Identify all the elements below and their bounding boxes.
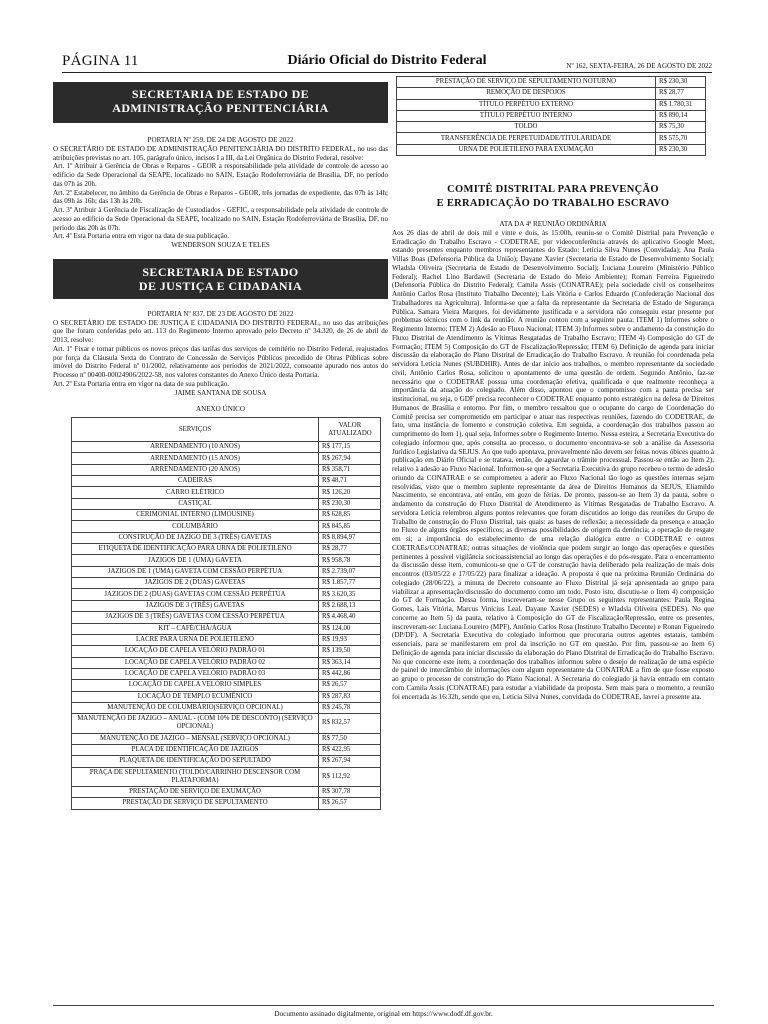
table-row <box>72 623 381 634</box>
service-cell: PRESTAÇÃO DE SERVIÇO DE SEPULTAMENTO NOTURNO <box>397 77 656 88</box>
service-cell: LOCAÇÃO DE CAPELA VELÓRIO PADRÃO 03 <box>72 668 319 679</box>
table-row <box>72 521 381 532</box>
value-cell: R$ 628,85 <box>319 510 381 521</box>
value-column-header: VALOR ATUALIZADO <box>319 418 381 442</box>
sejus-heading-line1: SECRETARIA DE ESTADO <box>142 264 299 279</box>
value-cell: R$ 112,92 <box>319 767 381 786</box>
service-cell: LOCAÇÃO DE CAPELA VELÓRIO PADRÃO 01 <box>72 646 319 657</box>
seape-art1: Art. 1º Atribuir à Gerência de Obras e Reparos - GEOR a responsabilidade pela atividade de controle de acesso ao edifício da Sede Operacional da SEAPE, localizado no SAIN, Estação Rodoferroviária de Brasília, DF, no período das 07h às 20h. <box>53 162 388 188</box>
seape-art4: Art. 4º Esta Portaria entra em vigor na data de sua publicação. <box>53 232 230 241</box>
seape-art3: Art. 3º Atribuir à Gerência de Fiscalização de Custodiados - GEFIC, a responsabilidade pela atividade de controle de acesso ao edifício da Sede Operacional da SEAPE, localizado no SAIN, Estação Rodoferroviária de Brasília, DF, no período das 20h às 07h. <box>53 206 388 232</box>
table-row <box>72 786 381 797</box>
table-row <box>72 756 381 767</box>
service-cell: JAZIGOS DE 2 (DUAS) GAVETAS COM CESSÃO PERPÉTUA <box>72 589 319 600</box>
table-row <box>72 634 381 645</box>
service-cell: PLACA DE IDENTIFICAÇÃO DE JAZIGOS <box>72 744 319 755</box>
value-cell: R$ 845,85 <box>319 521 381 532</box>
table-row <box>72 510 381 521</box>
tariff-table-header <box>72 418 381 442</box>
seape-portaria-title: PORTARIA Nº 259, DE 24 DE AGOSTO DE 2022 <box>147 136 294 144</box>
service-cell: CONSTRUÇÃO DE JAZIGO DE 3 (TRÊS) GAVETAS <box>72 532 319 543</box>
page-header <box>62 52 712 73</box>
value-cell: R$ 26,57 <box>319 798 381 809</box>
services-column-header: SERVIÇOS <box>72 418 319 442</box>
service-cell: JAZIGOS DE 3 (TRÊS) GAVETAS COM CESSÃO PERPÉTUA <box>72 612 319 623</box>
value-cell: R$ 230,30 <box>656 144 706 155</box>
service-cell: URNA DE POLIETILENO PARA EXUMAÇÃO <box>397 144 656 155</box>
value-cell: R$ 4.468,40 <box>319 612 381 623</box>
value-cell: R$ 230,30 <box>656 77 706 88</box>
table-row <box>72 714 381 733</box>
table-row <box>72 702 381 713</box>
sejus-preamble: O SECRETÁRIO DE ESTADO DE JUSTIÇA E CIDADANIA DO DISTRITO FEDERAL, no uso das atribuições que lhe foram conferidas pelo art. 113 do Regimento Interno aprovado pelo Decreto nº 34.320, de 26 de abril de 2013, resolve: <box>53 318 388 344</box>
service-cell: TOLDO <box>397 122 656 133</box>
value-cell: R$ 139,50 <box>319 646 381 657</box>
table-row <box>72 578 381 589</box>
service-cell: JAZIGOS DE 1 (UMA) GAVETA <box>72 555 319 566</box>
service-cell: REMOÇÃO DE DESPOJOS <box>397 88 656 99</box>
table-row <box>72 798 381 809</box>
value-cell: R$ 48,71 <box>319 476 381 487</box>
service-cell: COLUMBÁRIO <box>72 521 319 532</box>
value-cell: R$ 422,95 <box>319 744 381 755</box>
service-cell: LOCAÇÃO DE CAPELA VELÓRIO PADRÃO 02 <box>72 657 319 668</box>
sejus-art1: Art. 1º Fixar e tornar públicos os novos preços das tarifas dos serviços de cemitério no Distrito Federal, reajustados por força da Cláusula Sexta do Contrato de Concessão de Serviços Públicos precedido de Obras Públicas sobre imóvel do Distrito Federal nº 01/2002, relativamente aos períodos de 2021/2022, consoante apurado nos autos do Processo nº 00400-00024906/2022-58, nos valores constantes do Anexo Único desta Portaria. <box>53 344 388 379</box>
value-cell: R$ 267,94 <box>319 453 381 464</box>
table-row <box>72 589 381 600</box>
comite-heading-line1: COMITÊ DISTRITAL PARA PREVENÇÃO <box>447 184 659 196</box>
table-row <box>72 498 381 509</box>
table-row <box>72 668 381 679</box>
value-cell: R$ 363,14 <box>319 657 381 668</box>
sejus-art2: Art. 2º Esta Portaria entra em vigor na data de sua publicação. <box>53 379 230 388</box>
service-cell: PRESTAÇÃO DE SERVIÇO DE SEPULTAMENTO <box>72 798 319 809</box>
value-cell: R$ 307,78 <box>319 786 381 797</box>
seape-signature: WENDERSON SOUZA E TELES <box>171 241 270 249</box>
table-row <box>72 555 381 566</box>
page-footer: Documento assinado digitalmente, original em https://www.dodf.df.gov.br. <box>53 1005 714 1018</box>
table-row <box>72 442 381 453</box>
table-row <box>72 646 381 657</box>
value-cell: R$ 28,77 <box>656 88 706 99</box>
ata-title: ATA DA 4ª REUNIÃO ORDINÁRIA <box>499 220 607 229</box>
tariff-table <box>71 417 381 810</box>
sejus-heading-line2: DE JUSTIÇA E CIDADANIA <box>138 278 303 293</box>
publication-title: Diário Oficial do Distrito Federal <box>287 53 487 68</box>
value-cell: R$ 1.857,77 <box>319 578 381 589</box>
table-row <box>72 600 381 611</box>
table-row <box>397 122 706 133</box>
seape-heading-line1: SECRETARIA DE ESTADO DE <box>131 87 310 101</box>
service-cell: TRANSFERÊNCIA DE PERPETUIDADE/TITULARIDADE <box>397 133 656 144</box>
service-cell: MANUTENÇÃO DE JAZIGO – MENSAL (SERVIÇO OPCIONAL) <box>72 733 319 744</box>
value-cell: R$ 126,20 <box>319 487 381 498</box>
table-row <box>72 566 381 577</box>
seape-heading-line2: ADMINISTRAÇÃO PENITENCIÁRIA <box>112 101 329 115</box>
value-cell: R$ 2.688,13 <box>319 600 381 611</box>
sejus-portaria-title: PORTARIA Nº 837, DE 23 DE AGOSTO DE 2022 <box>147 309 294 318</box>
service-cell: KIT – CAFÉ/CHÁ/ÁGUA <box>72 623 319 634</box>
service-cell: MANUTENÇÃO DE JAZIGO – ANUAL - (COM 10% DE DESCONTO) (SERVIÇO OPCIONAL) <box>72 714 319 733</box>
value-cell: R$ 267,94 <box>319 756 381 767</box>
value-cell: R$ 832,57 <box>319 714 381 733</box>
table-row <box>72 487 381 498</box>
sejus-signature: JAIME SANTANA DE SOUSA <box>174 388 267 397</box>
value-cell: R$ 75,30 <box>656 122 706 133</box>
value-cell: R$ 3.620,35 <box>319 589 381 600</box>
service-cell: JAZIGOS DE 3 (TRÊS) GAVETAS <box>72 600 319 611</box>
comite-heading <box>392 183 714 211</box>
table-row <box>397 110 706 121</box>
service-cell: ETIQUETA DE IDENTIFICAÇÃO PARA URNA DE POLIETILENO <box>72 544 319 555</box>
table-row <box>72 476 381 487</box>
value-cell: R$ 1.780,31 <box>656 99 706 110</box>
tariff-table-continued <box>396 76 706 156</box>
service-cell: ARRENDAMENTO (20 ANOS) <box>72 464 319 475</box>
service-cell: LOCAÇÃO DE TEMPLO ECUMÊNICO <box>72 691 319 702</box>
value-cell: R$ 442,86 <box>319 668 381 679</box>
service-cell: CERIMONIAL INTERNO (LIMOUSINE) <box>72 510 319 521</box>
table-row <box>397 99 706 110</box>
table-row <box>72 691 381 702</box>
sejus-heading <box>53 259 388 299</box>
right-column <box>392 76 714 701</box>
table-row <box>397 133 706 144</box>
table-row <box>397 144 706 155</box>
service-cell: TÍTULO PERPÉTUO INTERNO <box>397 110 656 121</box>
service-cell: ARRENDAMENTO (10 ANOS) <box>72 442 319 453</box>
ata-body: Aos 26 dias de abril de dois mil e vinte e dois, às 15:00h, reuniu-se o Comitê Distrital para Prevenção e Erradicação do Trabalho Escravo - CODETRAE, por videoconferência através do aplicativo Google Meet, estando presentes enquanto membros representantes do Estado: Letícia Silva Nunes (Convidada); Ana Paula Villas Boas (Defensoria Pública da União); Dayane Xavier (Secretaria de Estado de Desenvolvimento Social); Wladsla Oliveira (Secretaria de Estado de Desenvolvimento Social); Luciana Loureiro (Ministério Público Federal); Rachel Lino Bardawil (Secretaria de Estado do Meio Ambiente); Roman Ferreira Figueiredo (Defensoria Pública do Distrito Federal); Camila Assis (CONATRAE); pela sociedade civil os conselheiros Antônio Carlos Rosa (Instituto Trabalho Decente); Laís Vitória e Carlos Eduardo (Confederação Nacional dos Trabalhadores na Agricultura). Informa-se que a falta da representante da Secretaria de Estado de Segurança Pública, Samara Vieira Marques, foi devidamente justificada e a servidora não conseguiu estar presente por problemas técnicos com o link da reunião. A reunião contou com a seguinte pauta: ITEM 1) Informes sobre o Regimento Interno; ITEM 2) Adesão ao Fluxo Nacional; ITEM 3) Informes sobre o andamento da construção do Fluxo Distrital de Atendimento às Vítimas Resgatadas de Trabalho Escravo; ITEM 4) Composição do GT de Formação; ITEM 5) Composição do GT de Fiscalização/Repressão; ITEM 6) Definição de agenda para iniciar discussão da elaboração do Plano Distrital de Erradicação do Trabalho Escravo. A reunião foi coordenada pela servidora Letícia Nunes (SUBDHIR). Antes de dar início aos trabalhos, o membro representante da sociedade civil, Antônio Carlos Rosa, solicitou o apontamento de uma questão de ordem. Segundo Antônio, faz-se necessário que o CODETRAE possua uma coordenação efetiva, qualificada e que realmente reconheça a importância da atuação do colegiado. Além disso, apontou que o compromisso com a pauta precisa ser institucional, ou seja, o GDF precisa reconhecer o CODETRAE enquanto ponto estratégico na defesa de Direitos Humanos de Brasília e entorno. Por fim, o membro ressaltou que o ocupante do cargo de Coordenação do Comitê precisa ser comprometido em participar e atuar nas respectivas reuniões, fazendo do CODETRAE, de fato, uma instância de fomento e construção coletiva. Em seguida, a coordenação dos trabalhos passou ao cumprimento do Item 1), qual seja, Informes sobre o Regimento Interno. Nessa esteira, a Secretaria Executiva do colegiado informou que, após consulta ao processo, o documento encontrava-se sob a análise da Assessoria Jurídico Legislativa da SEJUS. Ao que tudo apontava, provavelmente não devem ser feitas novas óbices quanto à publicação em Diário Oficial e se tratava, então, de aguardar o trâmite processual. Passou-se então ao Item 2), relativo à adesão ao Fluxo Nacional. Informou-se que a Secretaria Executiva do grupo recebeu o termo de adesão oriundo da CONATRAE e se comprometeu a aderir ao Fluxo Nacional tão logo as questões internas sejam resolvidas, visto que o membro suplente representante da área de Direitos Humanos da SEJUS, Eliamildo Nascimento, se encontrava, até então, em gozo de férias. De pronto, passou-se ao Item 3) da pauta, sobre o andamento da construção do Fluxo Distrital de Atendimento às Vítimas Resgatadas de Trabalho Escravo. A servidora Letícia relembrou alguns pontos relevantes que foram discutidos ao longo das reuniões do Grupo de Trabalho de construção do Fluxo Distrital, tais quais: as bases de reflexão; a necessidade da presença e atuação no Fluxo de alguns órgãos específicos; as diversas possibilidades de origem da denúncia; a operação de resgate em si; a importância do estabelecimento de uma relação dialógica entre o CODETRAE e outros COETRAEs/CONATRAE; outras situações de violência que podem surgir ao longo das operações e questões pertinentes à possível vigilância socioassistencial ao longo das operações e do pós-resgate. Para o encerramento da discussão desse item, comunicou-se que o GT de construção havia deliberado pela realização de mais dois encontros (03/05/22 e 17/05/22) para finalizar a ideação. A proposta é que na próxima Reunião Ordinária do colegiado (28/06/22), a minuta de Decreto consoante ao Fluxo Distrital já seja apresentada ao grupo para viabilizar a apresentação/discussão do documento como um todo. Posto isto, discutiu-se o Item 4) composição do GT de Formação. Dessa forma, inscreveram-se nesse Grupo os seguintes representantes: Paula Regina Gomes, Laís Vitória, Marcus Vinícius Leal, Dayane Xavier (SEDES) e Wladsla Oliveira (SEDES). No que concerne ao Item 5) da pauta, relativo à Composição do GT de Fiscalização/Repressão, entre os presentes, inscreveram-se: Luciana Loureiro (MPF), Antônio Carlos Rosa (Instituto Trabalho Decente) e Ronan Figueiredo (DP/DF). A Secretaria Executiva do colegiado informou que procuraria outros agentes estatais, também essenciais, para se manifestarem em prol da inscrição no GT em questão. Por fim, passou-se ao Item 6) Definição de agenda para iniciar discussão da elaboração do Plano Distrital de Erradicação do Trabalho Escravo. No que concerne este item, a coordenação dos trabalhos informou sobre o desejo de realização de uma espécie de painel de intercâmbio de informações com algum representante da CONATRAE a fim de que fosse exposto ao grupo o processo de construção do Plano Nacional. A Secretaria do colegiado já havia entrado em contato com Camila Assis (CONATRAE) para estudar a viabilidade da proposta. Sem mais para o momento, a reunião foi encerrada às 16:32h, sendo que eu, Letícia Silva Nunes, convidada do CODETRAE, lavrei a presente ata. <box>392 228 714 701</box>
table-row <box>72 532 381 543</box>
left-column <box>53 76 388 810</box>
value-cell: R$ 77,50 <box>319 733 381 744</box>
value-cell: R$ 890,14 <box>656 110 706 121</box>
page-number: PÁGINA 11 <box>62 53 139 69</box>
value-cell: R$ 575,70 <box>656 133 706 144</box>
service-cell: CASTIÇAL <box>72 498 319 509</box>
table-row <box>72 733 381 744</box>
service-cell: MANUTENÇÃO DE COLUMBÁRIO(SERVIÇO OPCIONAL) <box>72 702 319 713</box>
table-row <box>72 657 381 668</box>
service-cell: CARRO ELÉTRICO <box>72 487 319 498</box>
table-row <box>72 544 381 555</box>
value-cell: R$ 8.894,97 <box>319 532 381 543</box>
service-cell: JAZIGOS DE 1 (UMA) GAVETA COM CESSÃO PERPÉTUA <box>72 566 319 577</box>
value-cell: R$ 26,57 <box>319 680 381 691</box>
table-row <box>397 77 706 88</box>
seape-heading <box>53 82 388 123</box>
value-cell: R$ 230,30 <box>319 498 381 509</box>
value-cell: R$ 19,93 <box>319 634 381 645</box>
table-row <box>72 744 381 755</box>
service-cell: JAZIGOS DE 2 (DUAS) GAVETAS <box>72 578 319 589</box>
service-cell: TÍTULO PERPÉTUO EXTERNO <box>397 99 656 110</box>
seape-art2: Art. 2º Estabelecer, no âmbito da Gerência de Obras e Reparos - GEOR, três jornadas de expediente, das 07h às 14h; das 09h às 16h; das 13h às 20h. <box>53 188 388 206</box>
service-cell: CADEIRAS <box>72 476 319 487</box>
value-cell: R$ 287,83 <box>319 691 381 702</box>
service-cell: PLAQUETA DE IDENTIFICAÇÃO DO SEPULTADO <box>72 756 319 767</box>
table-row <box>72 680 381 691</box>
table-row <box>72 612 381 623</box>
service-cell: ARRENDAMENTO (15 ANOS) <box>72 453 319 464</box>
service-cell: LACRE PARA URNA DE POLIETILENO <box>72 634 319 645</box>
annex-title: ANEXO ÚNICO <box>195 405 246 414</box>
service-cell: PRAÇA DE SEPULTAMENTO (TOLDO/CARRINHO DESCENSOR COM PLATAFORMA) <box>72 767 319 786</box>
value-cell: R$ 2.739,07 <box>319 566 381 577</box>
edition-info: Nº 162, SEXTA-FEIRA, 26 DE AGOSTO DE 2022 <box>566 62 712 70</box>
value-cell: R$ 245,78 <box>319 702 381 713</box>
value-cell: R$ 958,78 <box>319 555 381 566</box>
value-cell: R$ 28,77 <box>319 544 381 555</box>
service-cell: PRESTAÇÃO DE SERVIÇO DE EXUMAÇÃO <box>72 786 319 797</box>
table-row <box>397 88 706 99</box>
value-cell: R$ 177,15 <box>319 442 381 453</box>
seape-preamble: O SECRETÁRIO DE ESTADO DE ADMINISTRAÇÃO PENITENCIÁRIA DO DISTRITO FEDERAL, no uso das atribuições previstas no art. 105, parágrafo único, incisos I a III, da Lei Orgânica do Distrito Federal, resolve: <box>53 144 388 162</box>
value-cell: R$ 358,71 <box>319 464 381 475</box>
service-cell: LOCAÇÃO DE CAPELA VELÓRIO SIMPLES <box>72 680 319 691</box>
table-row <box>72 464 381 475</box>
table-row <box>72 767 381 786</box>
comite-heading-line2: E ERRADICAÇÃO DO TRABALHO ESCRAVO <box>436 198 670 210</box>
value-cell: R$ 124,00 <box>319 623 381 634</box>
table-row <box>72 453 381 464</box>
